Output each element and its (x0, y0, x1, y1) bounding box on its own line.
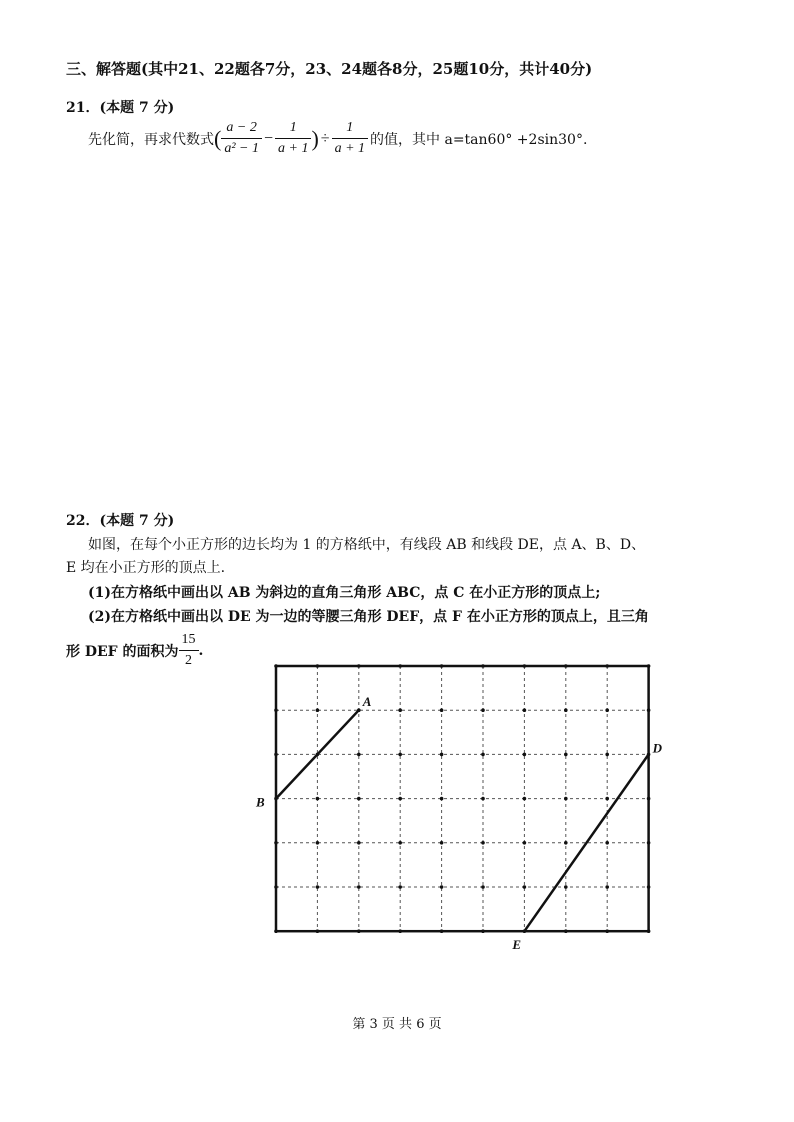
q22-part1: (1)在方格纸中画出以 AB 为斜边的直角三角形 ABC，点 C 在小正方形的顶点上; (88, 585, 601, 601)
grid-vertex-dot (605, 753, 609, 757)
grid-vertex-dot (605, 708, 609, 712)
point-label-B: B (256, 794, 265, 810)
area-fraction (179, 630, 199, 671)
grid-vertex-dot (481, 841, 485, 845)
grid-vertex-dot (274, 664, 278, 668)
grid-vertex-dot (481, 664, 485, 668)
grid-vertex-dot (647, 929, 651, 933)
frac2-denominator: a + 1 (278, 141, 309, 156)
grid-vertex-dot (564, 841, 568, 845)
grid-figure (250, 655, 670, 955)
grid-vertex-dot (481, 708, 485, 712)
grid-vertex-dot (398, 797, 402, 801)
q22-part2-line1: (2)在方格纸中画出以 DE 为一边的等腰三角形 DEF，点 F 在小正方形的顶点上，且三角 (88, 609, 649, 625)
q21-fraction-2 (275, 118, 311, 159)
grid-vertex-dot (440, 753, 444, 757)
grid-vertex-dot (523, 885, 527, 889)
grid-vertex-dot (398, 929, 402, 933)
q22-intro-line1: 如图，在每个小正方形的边长均为 1 的方格纸中，有线段 AB 和线段 DE，点 A、B、D、 (88, 537, 646, 553)
grid-vertex-dot (440, 929, 444, 933)
grid-vertex-dot (564, 929, 568, 933)
q21-fraction-3 (332, 118, 368, 159)
frac2-numerator: 1 (275, 118, 311, 139)
q22-title: 22．(本题 7 分) (66, 513, 175, 529)
point-label-E: E (512, 937, 522, 953)
grid-vertex-dot (440, 797, 444, 801)
grid-vertex-dot (605, 841, 609, 845)
q22-part2-line2 (66, 630, 203, 671)
grid-vertex-dot (564, 885, 568, 889)
grid-vertex-dot (316, 929, 320, 933)
grid-vertex-dot (605, 885, 609, 889)
point-label-A: A (362, 694, 372, 710)
grid-vertex-dot (564, 708, 568, 712)
area-denominator: 2 (185, 653, 192, 668)
q22-intro-line2: E 均在小正方形的顶点上. (66, 560, 226, 576)
grid-vertex-dot (605, 797, 609, 801)
open-paren: ( (214, 125, 222, 151)
grid-vertex-dot (274, 929, 278, 933)
grid-vertex-dot (274, 841, 278, 845)
grid-vertex-dot (274, 753, 278, 757)
grid-vertex-dot (316, 708, 320, 712)
frac1-denominator: a² − 1 (224, 141, 259, 156)
frac3-numerator: 1 (332, 118, 368, 139)
grid-vertex-dot (647, 797, 651, 801)
grid-vertex-dot (605, 929, 609, 933)
grid-vertex-dot (564, 664, 568, 668)
grid-vertex-dot (605, 664, 609, 668)
grid-vertex-dot (440, 841, 444, 845)
grid-vertex-dot (481, 753, 485, 757)
grid-vertex-dot (316, 664, 320, 668)
q21-fraction-1 (221, 118, 262, 159)
frac3-denominator: a + 1 (334, 141, 366, 156)
area-numerator: 15 (179, 630, 199, 651)
point-label-D: D (652, 740, 662, 756)
grid-vertex-dot (398, 708, 402, 712)
grid-vertex-dot (523, 753, 527, 757)
grid-vertex-dot (357, 664, 361, 668)
grid-vertex-dot (647, 841, 651, 845)
q21-title: 21．(本题 7 分) (66, 100, 175, 116)
segment-DE (524, 754, 648, 931)
minus-operator: − (263, 129, 274, 147)
grid-vertex-dot (564, 797, 568, 801)
grid-vertex-dot (357, 929, 361, 933)
grid-vertex-dot (274, 885, 278, 889)
grid-vertex-dot (481, 797, 485, 801)
grid-vertex-dot (316, 841, 320, 845)
q21-prefix: 先化简，再求代数式 (88, 131, 214, 148)
grid-vertex-dot (647, 708, 651, 712)
grid-vertex-dot (523, 797, 527, 801)
grid-vertex-dot (564, 753, 568, 757)
grid-vertex-dot (481, 929, 485, 933)
grid-vertex-dot (316, 797, 320, 801)
grid-vertex-dot (523, 664, 527, 668)
frac1-numerator: a − 2 (221, 118, 262, 139)
grid-vertex-dot (398, 664, 402, 668)
grid-vertex-dot (357, 841, 361, 845)
q22-part2-suffix: . (198, 642, 204, 659)
grid-vertex-dot (398, 753, 402, 757)
grid-vertex-dot (357, 797, 361, 801)
grid-vertex-dot (316, 885, 320, 889)
q21-suffix: 的值，其中 a=tan60° +2sin30°. (370, 131, 588, 148)
grid-vertex-dot (647, 664, 651, 668)
grid-vertex-dot (523, 841, 527, 845)
grid-vertex-dot (398, 885, 402, 889)
grid-vertex-dot (647, 885, 651, 889)
q22-part2-prefix: 形 DEF 的面积为 (66, 643, 179, 660)
q21-expression (88, 118, 587, 159)
grid-vertex-dot (440, 708, 444, 712)
section-header: 三、解答题(其中21、22题各7分，23、24题各8分，25题10分，共计40分) (66, 60, 593, 78)
grid-vertex-dot (357, 885, 361, 889)
grid-vertex-dot (398, 841, 402, 845)
grid-vertex-dot (440, 664, 444, 668)
grid-vertex-dot (481, 885, 485, 889)
grid-vertex-dot (274, 708, 278, 712)
close-paren: ) (311, 125, 319, 151)
page-footer: 第 3 页 共 6 页 (352, 1017, 442, 1032)
grid-vertex-dot (440, 885, 444, 889)
grid-vertex-dot (357, 753, 361, 757)
grid-vertex-dot (523, 708, 527, 712)
divide-operator: ÷ (320, 129, 330, 147)
